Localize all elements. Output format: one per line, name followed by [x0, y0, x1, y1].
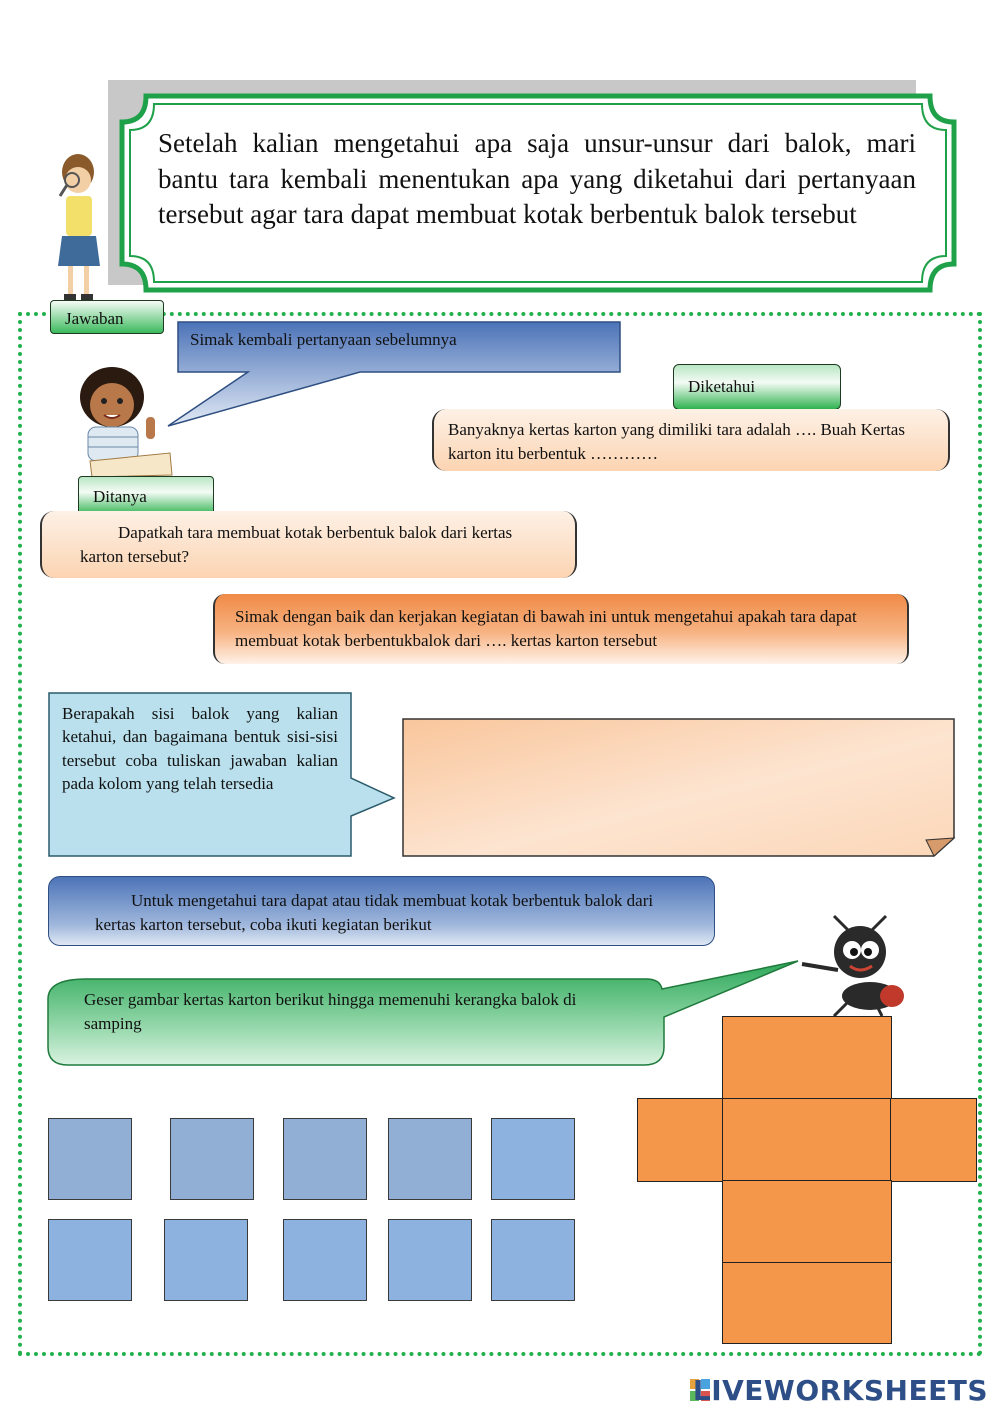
- karton-tile[interactable]: [491, 1219, 575, 1301]
- ditanya-label: Ditanya: [93, 487, 147, 506]
- net-face-front[interactable]: [722, 1098, 892, 1182]
- diketahui-tab: [673, 364, 841, 410]
- net-face-back[interactable]: [722, 1262, 892, 1344]
- karton-tile[interactable]: [388, 1118, 472, 1200]
- karton-tile[interactable]: [388, 1219, 472, 1301]
- ant-illustration: [798, 912, 906, 1018]
- diketahui-label: Diketahui: [688, 377, 756, 396]
- diketahui-text: Banyaknya kertas karton yang dimiliki tara adalah …. Buah Kertas karton itu berbentuk …………: [448, 420, 905, 463]
- brand-wordmark[interactable]: LIVEWORKSHEETS: [692, 1374, 988, 1407]
- jawaban-label: Jawaban: [65, 309, 124, 328]
- diketahui-text-box: [432, 409, 950, 471]
- answer-input[interactable]: [412, 728, 932, 838]
- karton-tile[interactable]: [491, 1118, 575, 1200]
- karton-tile[interactable]: [283, 1219, 367, 1301]
- net-face-bottom[interactable]: [722, 1180, 892, 1264]
- simak-baik-text: Simak dengan baik dan kerjakan kegiatan di bawah ini untuk mengetahui apakah tara dapat membuat kotak berbentukbalok dari …. kertas karton tersebut: [235, 607, 857, 650]
- ditanya-text-box: [40, 511, 577, 578]
- instruction-box: [213, 594, 909, 664]
- karton-tile[interactable]: [164, 1219, 248, 1301]
- karton-tile[interactable]: [48, 1118, 132, 1200]
- karton-tile[interactable]: [170, 1118, 254, 1200]
- berapakah-text: Berapakah sisi balok yang kalian ketahui, dan bagaimana bentuk sisi-sisi tersebut coba tuliskan jawaban kalian pada kolom yang telah tersedia: [62, 704, 338, 794]
- geser-text: Geser gambar kertas karton berikut hingga memenuhi kerangka balok di samping: [84, 990, 577, 1033]
- karton-tile[interactable]: [283, 1118, 367, 1200]
- karton-tile[interactable]: [48, 1219, 132, 1301]
- ditanya-tab: [78, 476, 214, 516]
- girl-magnifier-illustration: [48, 150, 108, 310]
- ditanya-text: Dapatkah tara membuat kotak berbentuk balok dari kertas karton tersebut?: [80, 523, 513, 566]
- net-face-top[interactable]: [722, 1016, 892, 1100]
- net-face-left[interactable]: [637, 1098, 724, 1182]
- net-face-right[interactable]: [890, 1098, 977, 1182]
- jawaban-tab: [50, 300, 164, 334]
- girl-reading-illustration: [60, 365, 180, 480]
- untuk-mengetahui-box: [48, 876, 715, 946]
- intro-text: Setelah kalian mengetahui apa saja unsur-unsur dari balok, mari bantu tara kembali menentukan apa yang diketahui dari pertanyaan tersebut agar tara dapat membuat kotak berbentuk balok tersebut: [158, 128, 916, 230]
- untuk-mengetahui-text: Untuk mengetahui tara dapat atau tidak membuat kotak berbentuk balok dari kertas karton tersebut, coba ikuti kegiatan berikut: [95, 891, 654, 934]
- simak-kembali-text: Simak kembali pertanyaan sebelumnya: [190, 330, 457, 349]
